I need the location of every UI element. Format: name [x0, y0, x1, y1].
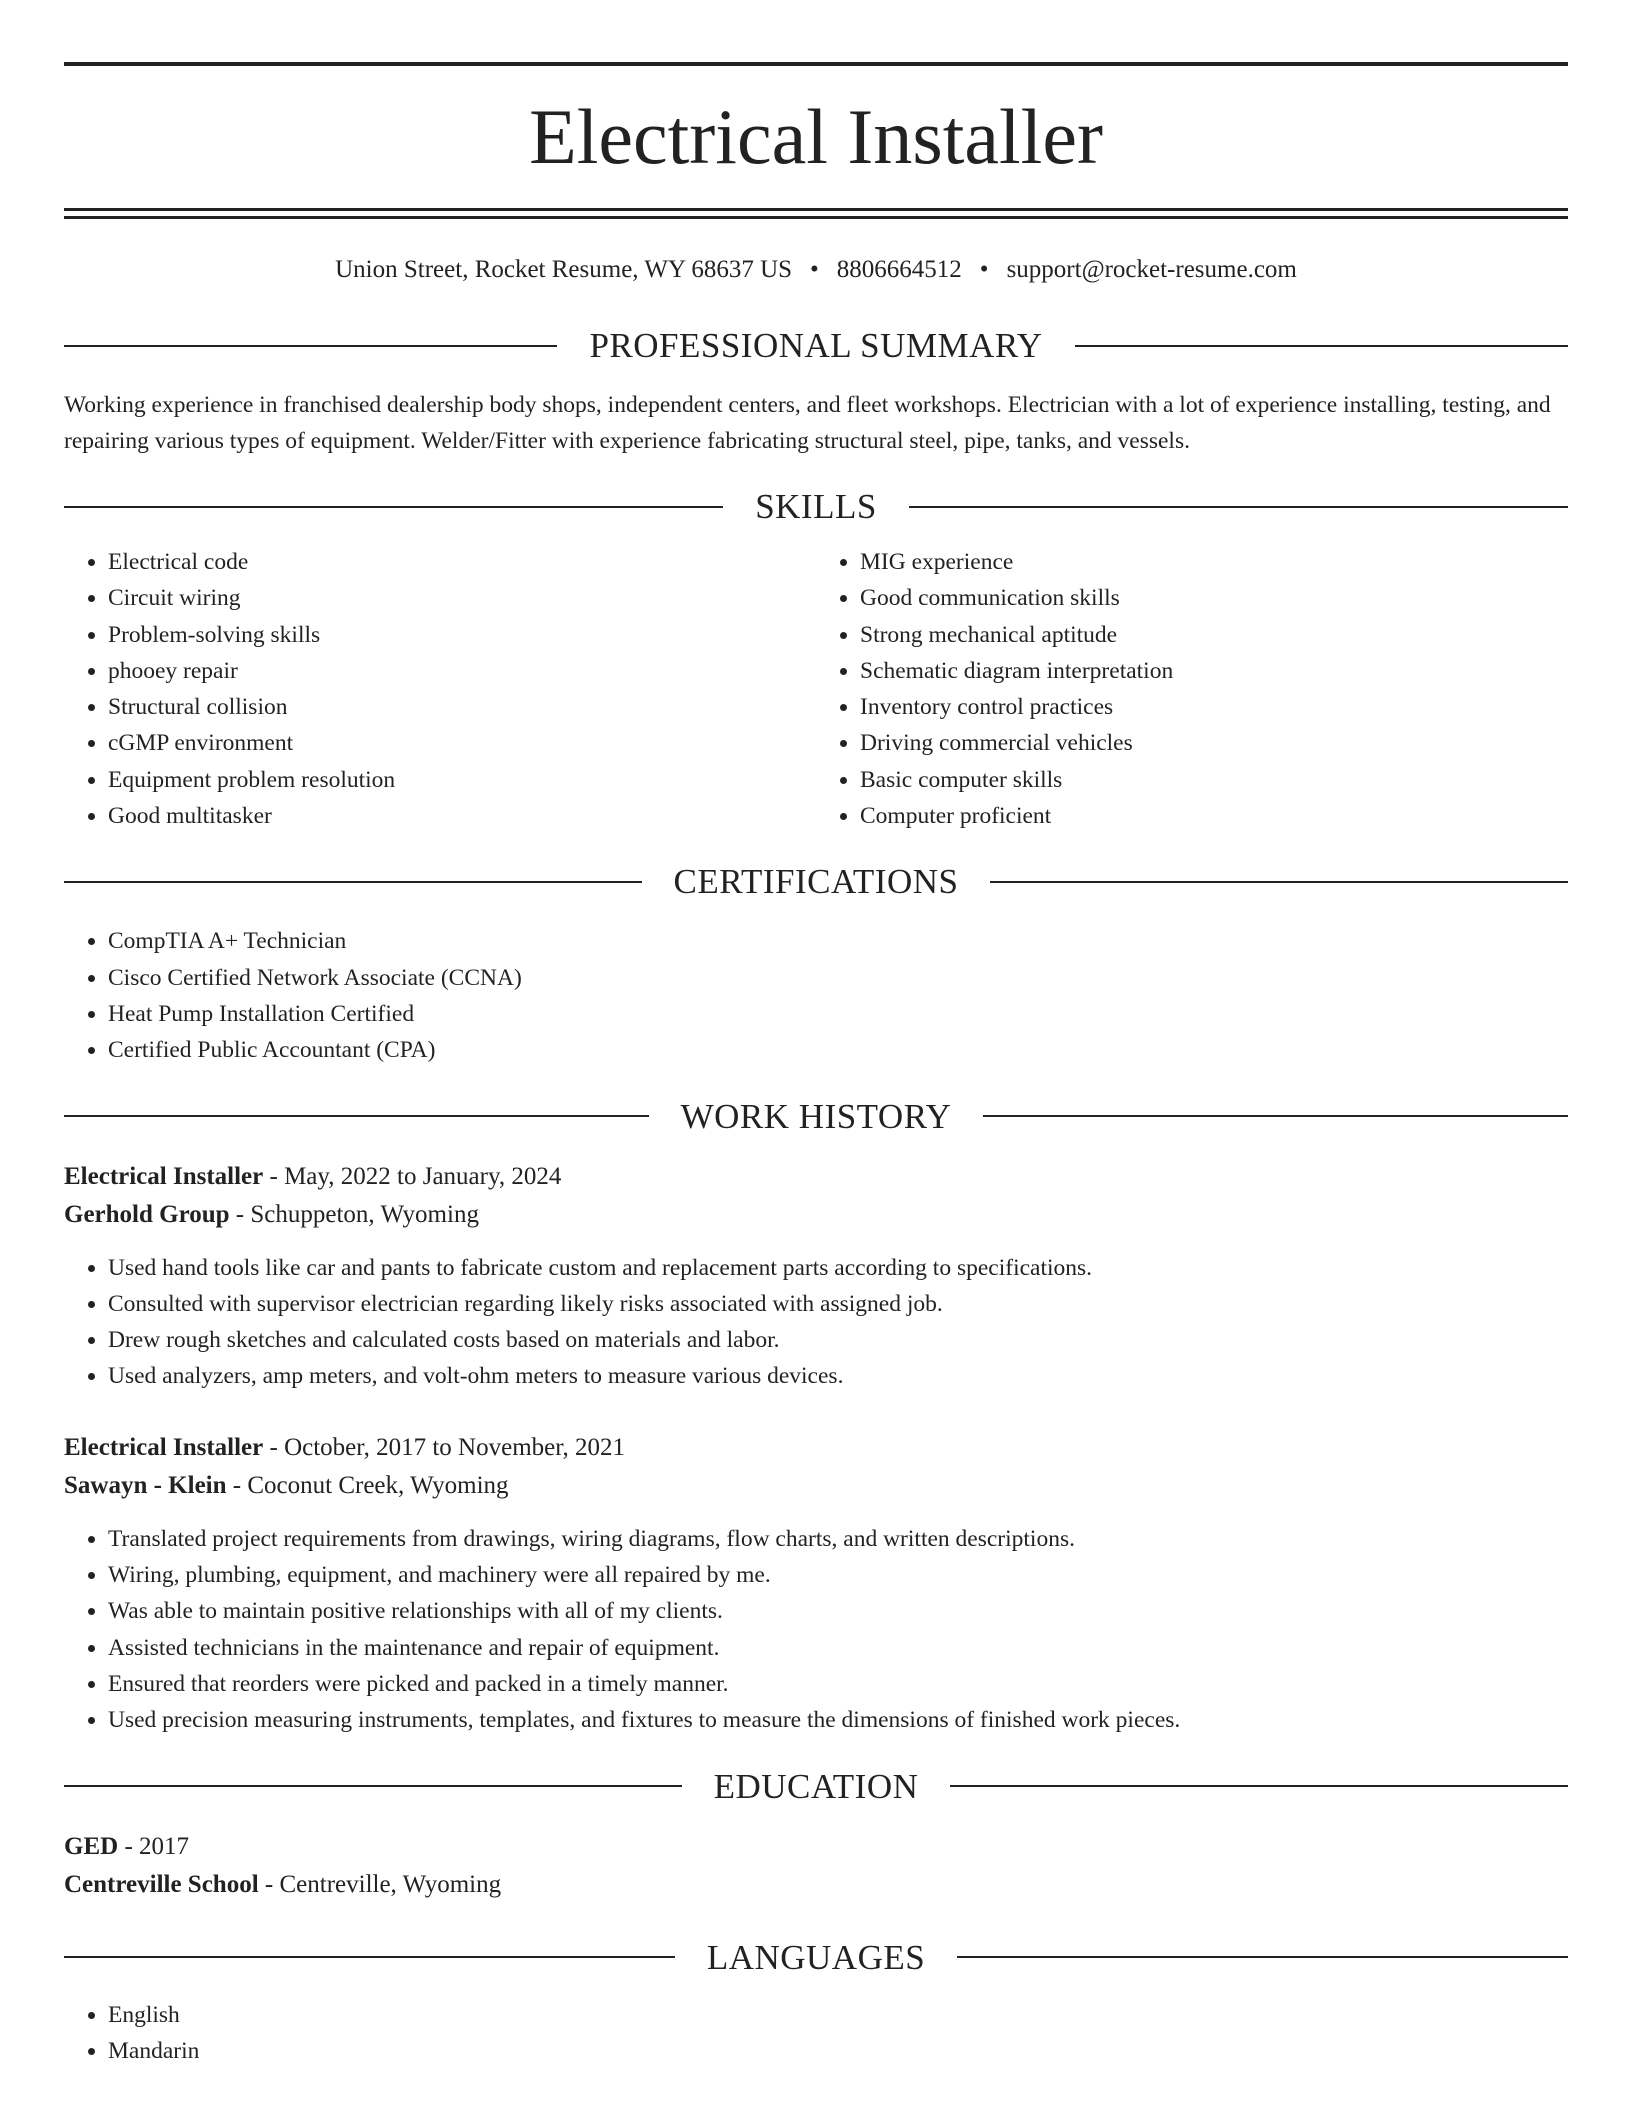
certification-item: • Heat Pump Installation Certified [108, 996, 1568, 1032]
education-degree-line: GED - 2017 [64, 1832, 190, 1860]
contact-phone: 8806664512 [836, 256, 962, 283]
certification-item: • Certified Public Accountant (CPA) [108, 1032, 1568, 1068]
education-degree: GED [64, 1832, 119, 1860]
summary-text: Working experience in franchised dealership body shops, independent centers, and fleet workshops. Electrician with a lot of experience installing, testing, and repairing various types of equipment. Welder/Fitter with experience fabricating structural steel, pipe, tanks, and vessels. [64, 392, 1551, 454]
languages-list [64, 1997, 1568, 2070]
skill-item: • Inventory control practices [860, 689, 1568, 725]
education-school-line: Centreville School - Centreville, Wyoming [64, 1870, 502, 1898]
header-top-rule [64, 62, 1568, 66]
language-item: • English [108, 1997, 1568, 2033]
skill-item: • Schematic diagram interpretation [860, 653, 1568, 689]
job-location: Schuppeton, Wyoming [250, 1200, 479, 1228]
section-title-education: EDUCATION [713, 1766, 919, 1806]
section-rule-right [950, 1785, 1568, 1787]
section-title-work: WORK HISTORY [680, 1096, 952, 1136]
skills-list-right [816, 544, 1568, 834]
skill-item: • Driving commercial vehicles [860, 725, 1568, 761]
candidate-name: Electrical Installer [529, 93, 1103, 180]
job-dates: October, 2017 to November, 2021 [284, 1433, 626, 1461]
job-duties-list [64, 1250, 1568, 1395]
skill-item: • Problem-solving skills [108, 617, 816, 653]
section-rule-left [64, 1115, 649, 1117]
job-duty: • Wiring, plumbing, equipment, and machinery were all repaired by me. [108, 1557, 1568, 1593]
job-duties-list [64, 1521, 1568, 1739]
job-company: Sawayn - Klein [64, 1471, 227, 1499]
skill-item: • cGMP environment [108, 725, 816, 761]
header-double-rule [64, 208, 1568, 219]
skill-item: • phooey repair [108, 653, 816, 689]
job-title-line: Electrical Installer - October, 2017 to November, 2021 [64, 1433, 626, 1461]
job-duty: • Used hand tools like car and pants to fabricate custom and replacement parts according to specifications. [108, 1250, 1568, 1286]
section-rule-right [990, 881, 1568, 883]
job-duty: • Ensured that reorders were picked and packed in a timely manner. [108, 1666, 1568, 1702]
section-rule-left [64, 345, 557, 347]
section-header-certifications [64, 862, 1568, 902]
job-duty: • Translated project requirements from drawings, wiring diagrams, flow charts, and written descriptions. [108, 1521, 1568, 1557]
section-header-skills [64, 489, 1568, 524]
contact-email: support@rocket-resume.com [1006, 256, 1297, 283]
job-company-line: Gerhold Group - Schuppeton, Wyoming [64, 1200, 479, 1228]
certification-item: • Cisco Certified Network Associate (CCNA) [108, 960, 1568, 996]
job-duty: • Consulted with supervisor electrician regarding likely risks associated with assigned job. [108, 1286, 1568, 1322]
contact-separator: • [810, 256, 819, 283]
skill-item: • Computer proficient [860, 798, 1568, 834]
section-rule-right [957, 1956, 1568, 1958]
skills-grid [64, 524, 1568, 834]
skill-item: • Electrical code [108, 544, 816, 580]
section-title-summary: PROFESSIONAL SUMMARY [589, 326, 1043, 365]
section-rule-right [983, 1115, 1568, 1117]
job-location: Coconut Creek, Wyoming [247, 1471, 509, 1499]
skill-item: • Strong mechanical aptitude [860, 617, 1568, 653]
section-rule-right [909, 506, 1568, 508]
skill-item: • Circuit wiring [108, 580, 816, 616]
section-rule-left [64, 1785, 682, 1787]
job-company-line: Sawayn - Klein - Coconut Creek, Wyoming [64, 1471, 509, 1499]
skill-item: • Good communication skills [860, 580, 1568, 616]
skill-item: • Basic computer skills [860, 762, 1568, 798]
section-header-work [64, 1096, 1568, 1136]
job-dates: May, 2022 to January, 2024 [284, 1162, 562, 1190]
job-duty: • Assisted technicians in the maintenance and repair of equipment. [108, 1630, 1568, 1666]
job-title-line: Electrical Installer - May, 2022 to January, 2024 [64, 1162, 562, 1190]
section-header-languages [64, 1937, 1568, 1977]
job-duty: • Drew rough sketches and calculated costs based on materials and labor. [108, 1322, 1568, 1358]
job-entry [64, 1158, 1568, 1395]
section-rule-right [1075, 345, 1568, 347]
section-header-education [64, 1766, 1568, 1806]
education-location: Centreville, Wyoming [279, 1870, 502, 1898]
job-duty: • Was able to maintain positive relationships with all of my clients. [108, 1593, 1568, 1629]
skill-item: • Structural collision [108, 689, 816, 725]
section-title-skills: SKILLS [755, 487, 877, 526]
job-company: Gerhold Group [64, 1200, 230, 1228]
section-rule-left [64, 1956, 675, 1958]
contact-address: Union Street, Rocket Resume, WY 68637 US [335, 256, 793, 283]
language-item: • Mandarin [108, 2033, 1568, 2069]
section-title-certifications: CERTIFICATIONS [673, 862, 959, 902]
job-entry [64, 1429, 1568, 1739]
certification-item: • CompTIA A+ Technician [108, 923, 1568, 959]
job-role: Electrical Installer [64, 1433, 264, 1461]
job-duty: • Used analyzers, amp meters, and volt-ohm meters to measure various devices. [108, 1358, 1568, 1394]
skill-item: • Equipment problem resolution [108, 762, 816, 798]
contact-separator: • [979, 256, 989, 283]
skill-item: • MIG experience [860, 544, 1568, 580]
job-role: Electrical Installer [64, 1162, 264, 1190]
section-rule-left [64, 506, 723, 508]
education-entry [64, 1828, 1568, 1904]
education-school: Centreville School [64, 1870, 259, 1898]
section-title-languages: LANGUAGES [706, 1937, 926, 1977]
certifications-list [64, 923, 1568, 1068]
contact-line [64, 257, 1568, 282]
job-duty: • Used precision measuring instruments, templates, and fixtures to measure the dimensions of finished work pieces. [108, 1702, 1568, 1738]
section-rule-left [64, 881, 642, 883]
section-header-summary [64, 328, 1568, 363]
skills-list-left [64, 544, 816, 834]
skill-item: • Good multitasker [108, 798, 816, 834]
education-year: 2017 [139, 1832, 190, 1860]
